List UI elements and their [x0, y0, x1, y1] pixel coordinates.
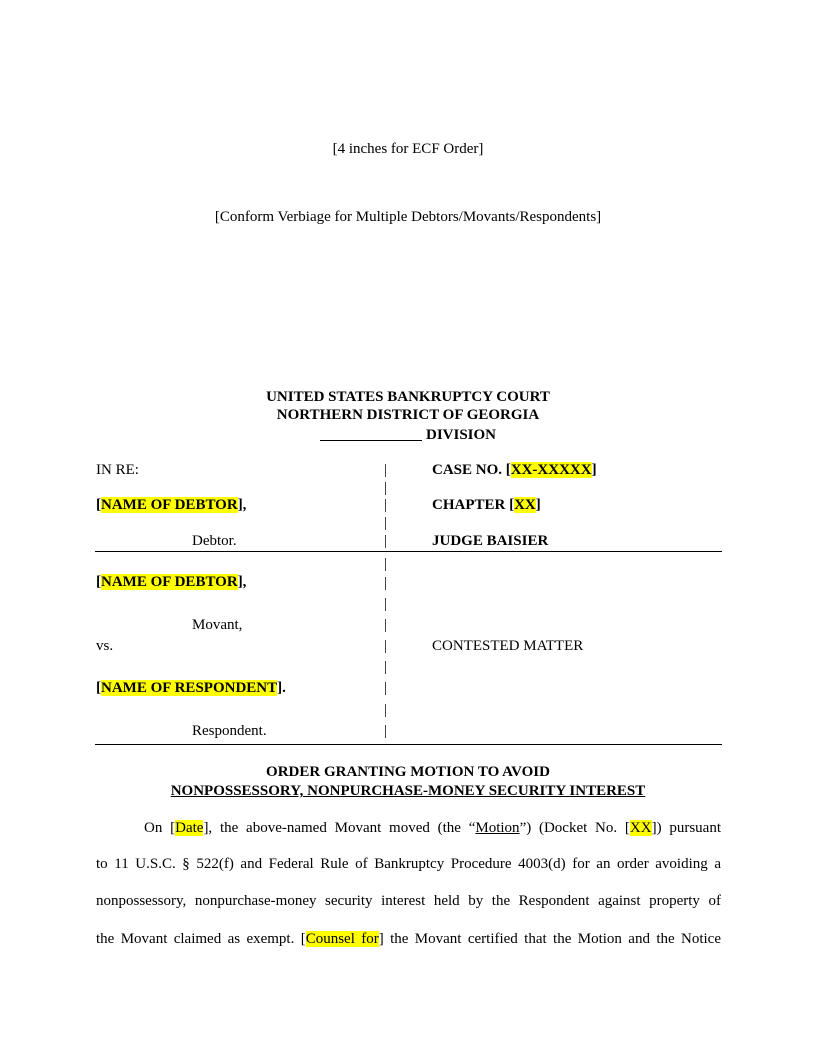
debtor-name-placeholder: NAME OF DEBTOR [101, 497, 238, 513]
respondent-name-placeholder: NAME OF RESPONDENT [101, 680, 278, 696]
caption-divider: | [384, 680, 388, 696]
docket-placeholder: XX [629, 820, 652, 836]
body-line-2: to 11 U.S.C. § 522(f) and Federal Rule of Bankruptcy Procedure 4003(d) for an order avoiding a [96, 856, 721, 872]
caption-divider: | [384, 638, 388, 654]
case-number: CASE NO. [XX-XXXXX] [432, 462, 597, 478]
caption-rule-bottom [95, 744, 722, 745]
counsel-placeholder: Counsel for [305, 931, 379, 947]
caption-divider: | [384, 480, 388, 496]
respondent-label: Respondent. [192, 723, 267, 739]
order-title: ORDER GRANTING MOTION TO AVOID [266, 764, 550, 780]
court-division: DIVISION [0, 426, 816, 444]
ecf-placeholder: [4 inches for ECF Order] [332, 141, 484, 157]
caption-divider: | [384, 617, 388, 633]
movant-name-placeholder: NAME OF DEBTOR [101, 574, 238, 590]
chapter-placeholder: XX [514, 497, 536, 513]
caption-divider: | [384, 462, 388, 478]
in-re-label: IN RE: [96, 462, 139, 478]
judge-name: JUDGE BAISIER [432, 533, 549, 549]
caption-divider: | [384, 533, 388, 549]
motion-term: Motion [475, 820, 520, 836]
movant-name: [NAME OF DEBTOR], [96, 574, 247, 590]
chapter: CHAPTER [XX] [432, 497, 541, 513]
conform-placeholder: [Conform Verbiage for Multiple Debtors/Movants/Respondents] [214, 209, 602, 225]
caption-divider: | [384, 702, 388, 718]
caption-divider: | [384, 497, 388, 513]
caption-divider: | [384, 515, 388, 531]
debtor-name: [NAME OF DEBTOR], [96, 497, 247, 513]
movant-label: Movant, [192, 617, 243, 633]
caption-divider: | [384, 659, 388, 675]
body-line-3: nonpossessory, nonpurchase-money security interest held by the Respondent against property of [96, 893, 721, 909]
date-placeholder: Date [175, 820, 204, 836]
division-blank [320, 426, 422, 441]
caption-divider: | [384, 723, 388, 739]
respondent-name: [NAME OF RESPONDENT]. [96, 680, 286, 696]
order-subtitle: NONPOSSESSORY, NONPURCHASE-MONEY SECURITY INTEREST [170, 783, 646, 799]
case-number-placeholder: XX-XXXXX [510, 462, 592, 478]
body-line-1: On [Date], the above-named Movant moved (the “Motion”) (Docket No. [XX]) pursuant [144, 820, 721, 836]
debtor-label: Debtor. [192, 533, 237, 549]
caption-divider: | [384, 596, 388, 612]
court-name: UNITED STATES BANKRUPTCY COURT [266, 389, 550, 405]
caption-rule-top [95, 551, 722, 552]
contested-matter: CONTESTED MATTER [432, 638, 584, 654]
court-district: NORTHERN DISTRICT OF GEORGIA [276, 407, 540, 423]
caption-divider: | [384, 575, 388, 591]
caption-divider: | [384, 556, 388, 572]
vs-label: vs. [96, 638, 114, 654]
body-line-4: the Movant claimed as exempt. [Counsel for] the Movant certified that the Motion and the Notice [96, 931, 721, 947]
